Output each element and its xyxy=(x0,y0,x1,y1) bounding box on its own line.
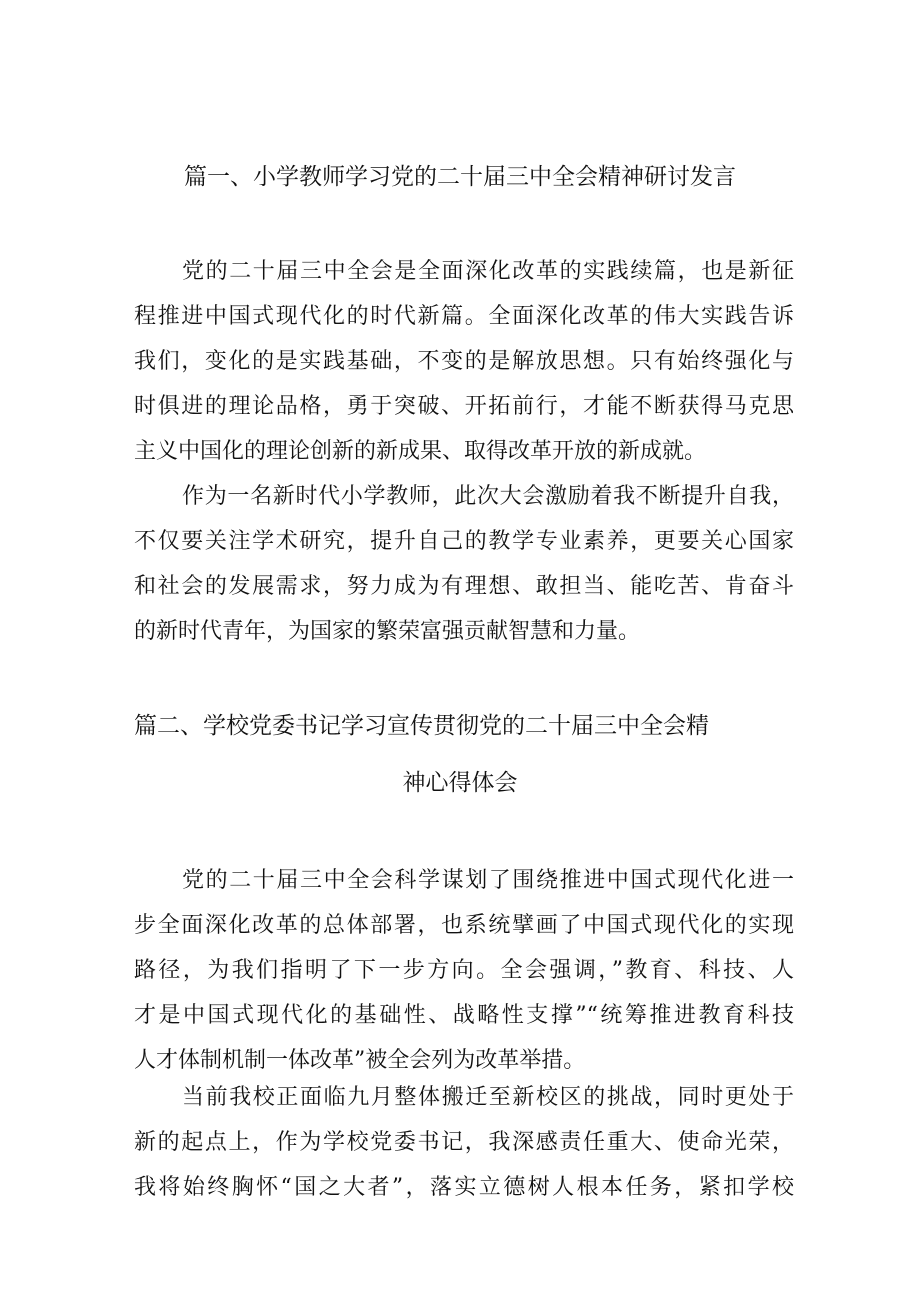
paragraph-line: 路径，为我们指明了下一步方向。全会强调，”教育、科技、人 xyxy=(134,958,794,983)
section-2-paragraph-1 xyxy=(134,858,794,1083)
paragraph-line: 时俱进的理论品格，勇于突破、开拓前行，才能不断获得马克思 xyxy=(134,394,794,419)
paragraph-line: 人才体制机制一体改革”被全会列为改革举措。 xyxy=(134,1048,586,1073)
paragraph-line: 我们，变化的是实践基础，不变的是解放思想。只有始终强化与 xyxy=(134,349,794,374)
paragraph-line: 党的二十届三中全会科学谋划了围绕推进中国式现代化进一 xyxy=(182,868,794,893)
paragraph-line: 不仅要关注学术研究，提升自己的教学专业素养，更要关心国家 xyxy=(134,529,794,554)
section-1-paragraph-2 xyxy=(134,474,794,654)
paragraph-line: 和社会的发展需求，努力成为有理想、敢担当、能吃苦、肯奋斗 xyxy=(134,574,794,599)
section-2-paragraph-2 xyxy=(134,1075,794,1210)
paragraph-line: 才是中国式现代化的基础性、战略性支撑”“统筹推进教育科技 xyxy=(134,1003,794,1028)
paragraph-line: 的新时代青年，为国家的繁荣富强贡献智慧和力量。 xyxy=(134,619,641,644)
paragraph-line: 作为一名新时代小学教师，此次大会激励着我不断提升自我， xyxy=(182,484,794,509)
paragraph-line: 程推进中国式现代化的时代新篇。全面深化改革的伟大实践告诉 xyxy=(134,304,794,329)
paragraph-line: 新的起点上，作为学校党委书记，我深感责任重大、使命光荣， xyxy=(134,1130,794,1155)
paragraph-line: 主义中国化的理论创新的新成果、取得改革开放的新成就。 xyxy=(134,439,707,464)
section-2-title-line-1: 篇二、学校党委书记学习宣传贯彻党的二十届三中全会精 xyxy=(134,713,709,739)
paragraph-line: 当前我校正面临九月整体搬迁至新校区的挑战，同时更处于 xyxy=(182,1085,794,1110)
paragraph-line: 步全面深化改革的总体部署，也系统擘画了中国式现代化的实现 xyxy=(134,913,794,938)
paragraph-line: 我将始终胸怀“国之大者”，落实立德树人根本任务，紧扣学校 xyxy=(134,1175,794,1200)
section-1-paragraph-1 xyxy=(134,249,794,474)
section-1-title: 篇一、小学教师学习党的二十届三中全会精神研讨发言 xyxy=(184,164,736,190)
paragraph-line: 党的二十届三中全会是全面深化改革的实践续篇，也是新征 xyxy=(182,259,794,284)
section-2-title-line-2: 神心得体会 xyxy=(402,770,518,796)
